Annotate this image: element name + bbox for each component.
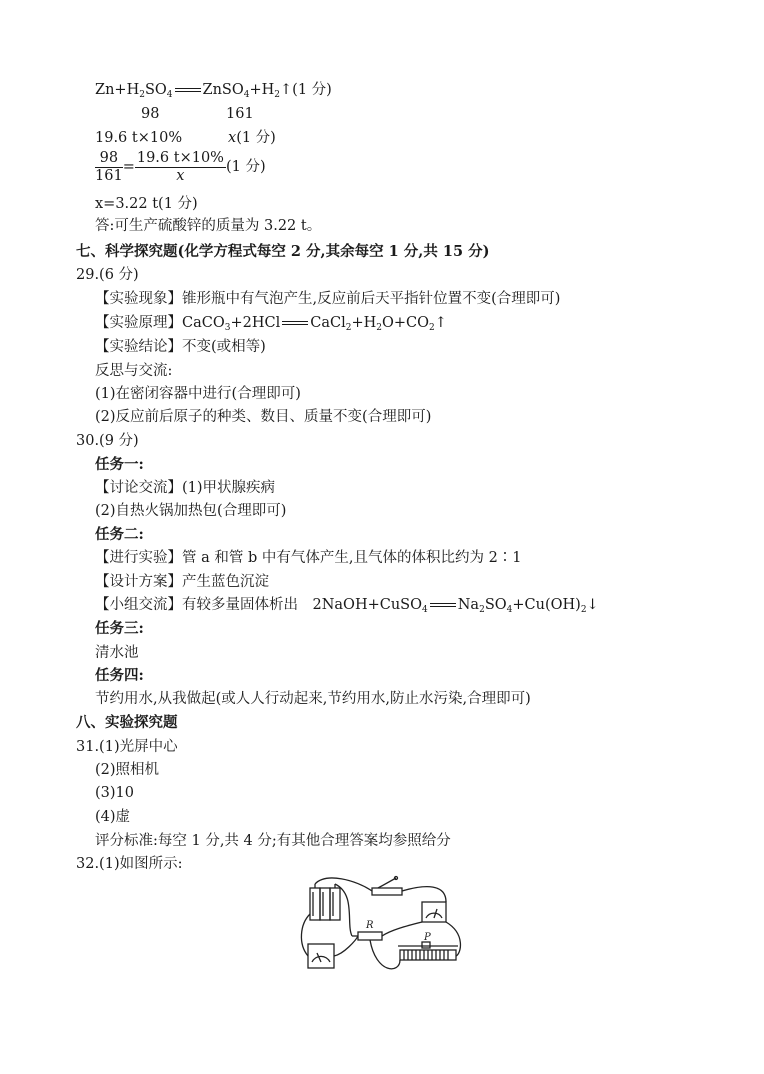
text: +2HCl bbox=[230, 315, 281, 331]
text: Na bbox=[457, 597, 480, 613]
q32-line-1: 32.(1)如图所示: bbox=[76, 856, 183, 872]
score: (1 分) bbox=[236, 130, 276, 146]
q31-line-4: (4)虚 bbox=[95, 809, 131, 825]
q29-line-5: (1)在密闭容器中进行(合理即可) bbox=[95, 386, 301, 402]
fraction-numerator: 98 bbox=[95, 150, 123, 168]
sub: 4 bbox=[506, 605, 513, 615]
q29-line-4: 反思与交流: bbox=[95, 363, 173, 379]
eq-right: ZnSO bbox=[202, 82, 244, 98]
q30-line-2: (2)自热火锅加热包(合理即可) bbox=[95, 503, 287, 519]
q31-line-5: 评分标准:每空 1 分,共 4 分;有其他合理答案均参照给分 bbox=[95, 833, 451, 849]
q30-line-5 bbox=[95, 595, 599, 620]
q31-line-3: (3)10 bbox=[95, 785, 134, 801]
eq-sub: 2 bbox=[139, 90, 145, 100]
eq-sub: 4 bbox=[243, 90, 250, 100]
switch-icon bbox=[372, 877, 402, 896]
text: +Cu(OH) bbox=[512, 597, 581, 613]
q29-line-1: 【实验现象】锥形瓶中有气泡产生,反应前后天平指针位置不变(合理即可) bbox=[95, 291, 561, 307]
q30-line-3: 【进行实验】管 a 和管 b 中有气体产生,且气体的体积比约为 2∶1 bbox=[95, 550, 522, 566]
gas-arrow-icon: ↑ bbox=[434, 315, 447, 331]
q30-line-6: 清水池 bbox=[95, 645, 139, 661]
sub: 2 bbox=[345, 323, 352, 333]
unknown-x: x bbox=[228, 130, 237, 146]
equals-sign bbox=[430, 603, 456, 607]
q30-line-7: 节约用水,从我做起(或人人行动起来,节约用水,防止水污染,合理即可) bbox=[95, 691, 531, 707]
eq-left: Zn+H bbox=[95, 82, 140, 98]
fraction-left bbox=[95, 150, 123, 185]
task-3: 任务三: bbox=[95, 620, 144, 637]
ammeter-icon bbox=[308, 944, 334, 968]
score: (1 分) bbox=[225, 159, 266, 175]
q31-line-2: (2)照相机 bbox=[95, 762, 160, 778]
equals-sign bbox=[282, 321, 308, 325]
voltmeter-icon bbox=[422, 902, 446, 922]
gas-arrow-icon: ↑ bbox=[280, 82, 293, 98]
text: O+CO bbox=[381, 315, 430, 331]
fraction-denominator: x bbox=[176, 168, 185, 184]
label-p: P bbox=[424, 932, 431, 943]
sub: 2 bbox=[479, 605, 485, 615]
sub: 2 bbox=[376, 323, 382, 333]
result-line: x=3.22 t(1 分) bbox=[95, 196, 198, 212]
sub: 2 bbox=[580, 605, 587, 615]
text: SO bbox=[484, 597, 507, 613]
section-7-title: 七、科学探究题(化学方程式每空 2 分,其余每空 1 分,共 15 分) bbox=[76, 243, 490, 260]
score: (1 分) bbox=[292, 82, 332, 98]
q30-line-4: 【设计方案】产生蓝色沉淀 bbox=[95, 574, 269, 590]
mass-161: 161 bbox=[226, 106, 254, 122]
q31-line-1: 31.(1)光屏中心 bbox=[76, 739, 178, 755]
q29-line-2 bbox=[95, 313, 447, 338]
battery-icon bbox=[310, 884, 340, 920]
equals-sign bbox=[175, 88, 201, 92]
sub: 4 bbox=[422, 605, 428, 615]
circuit-diagram bbox=[296, 874, 470, 980]
task-1: 任务一: bbox=[95, 456, 144, 473]
given-mass: 19.6 t×10% bbox=[95, 130, 183, 146]
equation-line bbox=[95, 80, 332, 105]
section-8-title: 八、实验探究题 bbox=[76, 714, 178, 731]
sub: 2 bbox=[429, 323, 435, 333]
q29-line-3: 【实验结论】不变(或相等) bbox=[95, 339, 266, 355]
eq-sub: 2 bbox=[274, 90, 281, 100]
given-unknown bbox=[228, 128, 276, 148]
fraction-numerator: 19.6 t×10% bbox=[136, 150, 224, 166]
fraction-denominator: 161 bbox=[95, 168, 123, 184]
precipitate-arrow-icon: ↓ bbox=[586, 597, 599, 613]
rheostat-icon bbox=[398, 942, 458, 960]
ratio-line bbox=[95, 150, 266, 185]
task-4: 任务四: bbox=[95, 667, 144, 684]
fraction-right bbox=[135, 150, 226, 185]
answer-line: 答:可生产硫酸锌的质量为 3.22 t。 bbox=[95, 218, 322, 234]
eq-so4: SO bbox=[144, 82, 167, 98]
label-r: R bbox=[366, 920, 374, 931]
text: 【实验原理】CaCO bbox=[95, 315, 225, 331]
text: CaCl bbox=[310, 315, 346, 331]
q30-line-1: 【讨论交流】(1)甲状腺疾病 bbox=[95, 480, 276, 496]
equals: = bbox=[122, 159, 135, 175]
eq-h2: +H bbox=[249, 82, 275, 98]
text: 【小组交流】有较多量固体析出 2NaOH+CuSO bbox=[95, 597, 422, 613]
eq-sub: 4 bbox=[166, 90, 173, 100]
q29-line-6: (2)反应前后原子的种类、数目、质量不变(合理即可) bbox=[95, 409, 432, 425]
mass-98: 98 bbox=[141, 106, 160, 122]
task-2: 任务二: bbox=[95, 526, 144, 543]
q30-head: 30.(9 分) bbox=[76, 433, 139, 449]
q29-head: 29.(6 分) bbox=[76, 267, 139, 283]
sub: 3 bbox=[224, 323, 231, 333]
text: +H bbox=[351, 315, 377, 331]
